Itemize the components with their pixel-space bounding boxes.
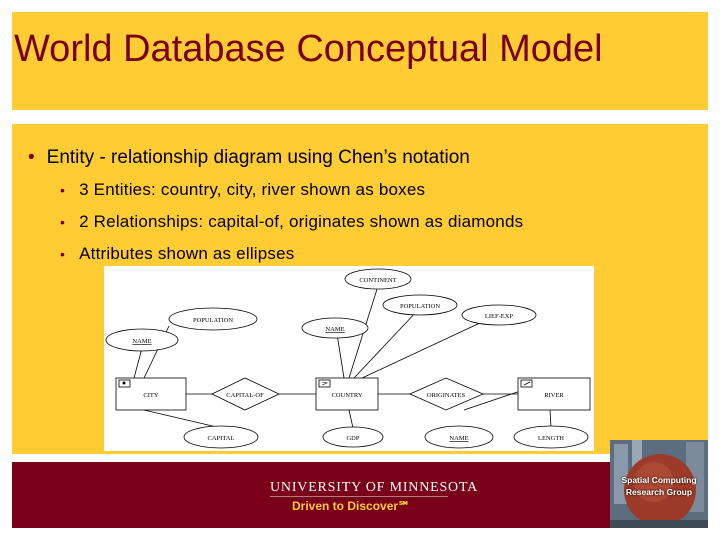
edge-country-lifeexp — [362, 315, 497, 378]
attr-population-city-label: POPULATION — [192, 317, 234, 324]
relationship-originates-label: ORIGINATES — [426, 392, 466, 399]
lab-name — [614, 474, 704, 498]
lab-name-line2: Research Group — [625, 487, 693, 497]
edge-river-length — [550, 410, 551, 428]
attr-population-country-label: POPULATION — [399, 303, 441, 310]
bullet-sub-attributes — [60, 244, 294, 264]
relationship-capitalof-label: CAPITAL-OF — [226, 392, 264, 399]
edge-city-capital — [144, 410, 221, 428]
bullet-dot-icon: • — [60, 246, 66, 262]
key-marker-country — [319, 380, 330, 387]
bullet-sub-text: Attributes shown as ellipses — [79, 244, 295, 263]
attr-name-country-label: NAME — [325, 326, 345, 333]
attr-continent-label: CONTINENT — [359, 277, 397, 284]
er-diagram-svg — [104, 266, 594, 451]
bullet-dot-icon: • — [28, 147, 35, 168]
bullet-sub-relationships — [60, 212, 523, 232]
attr-lifeexp-label: LIEF-EXP — [484, 313, 514, 320]
attr-name-city-label: NAME — [132, 338, 152, 345]
attr-name-river-label: NAME — [449, 435, 469, 442]
key-dot-city — [123, 382, 126, 385]
lab-name-line1: Spatial Computing — [621, 475, 697, 485]
bullet-sub-text: 3 Entities: country, city, river shown as boxes — [79, 180, 426, 199]
attr-gdp-label: GDP — [346, 435, 360, 442]
edge-city-name — [134, 348, 142, 378]
bullet-sub-entities — [60, 180, 425, 200]
entity-country-label: COUNTRY — [331, 392, 363, 399]
wordmark-divider — [270, 496, 448, 497]
entity-city-label: CITY — [143, 392, 159, 399]
bullet-dot-icon: • — [60, 182, 66, 198]
bullet-dot-icon: • — [60, 214, 66, 230]
university-tagline: Driven to Discover℠ — [292, 499, 411, 513]
edge-country-name — [337, 334, 344, 378]
university-wordmark: UNIVERSITY OF MINNESOTA — [270, 480, 479, 495]
bullet-main — [28, 147, 470, 169]
bullet-sub-text: 2 Relationships: capital-of, originates shown as diamonds — [79, 212, 524, 231]
attr-length-label: LENGTH — [538, 435, 564, 442]
attr-capital-label: CAPITAL — [207, 435, 235, 442]
slide-title: World Database Conceptual Model — [14, 28, 603, 70]
entity-river-label: RIVER — [544, 392, 564, 399]
edge-country-gdp — [349, 410, 353, 428]
edge-country-population — [354, 310, 418, 378]
er-diagram — [104, 266, 594, 451]
bullet-main-text: Entity - relationship diagram using Chen’s notation — [46, 147, 470, 168]
